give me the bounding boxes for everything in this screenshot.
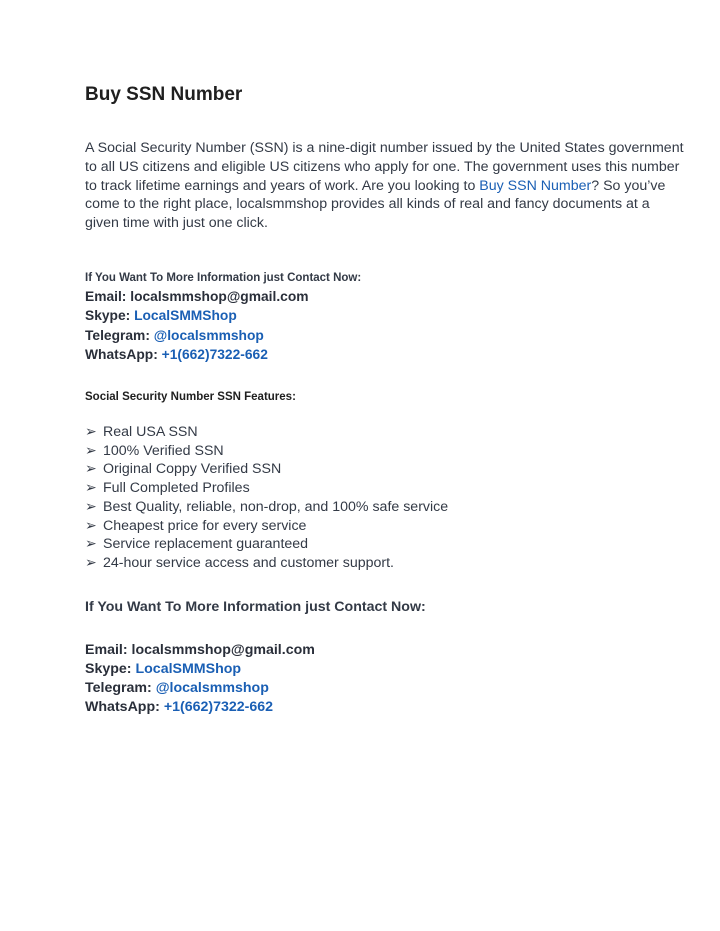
arrow-bullet-icon: ➢ bbox=[85, 461, 97, 478]
intro-paragraph bbox=[85, 139, 685, 233]
whatsapp-label: WhatsApp: bbox=[85, 699, 164, 715]
feature-text: Best Quality, reliable, non-drop, and 100% safe service bbox=[103, 498, 449, 515]
feature-text: Service replacement guaranteed bbox=[103, 536, 309, 553]
intro-text-end: ? So you’ve come to the right place, localsmmshop provides all kinds of real and fancy documents at a given time with just one click. bbox=[85, 177, 666, 232]
list-item bbox=[85, 535, 448, 554]
list-item bbox=[85, 517, 448, 536]
telegram-link[interactable]: @localsmmshop bbox=[153, 328, 264, 343]
skype-link[interactable]: LocalSMMShop bbox=[135, 661, 242, 677]
feature-text: 100% Verified SSN bbox=[103, 442, 224, 459]
skype-line-2 bbox=[85, 661, 241, 677]
whatsapp-label: WhatsApp: bbox=[85, 347, 162, 362]
skype-label: Skype: bbox=[85, 661, 136, 677]
buy-ssn-link[interactable]: Buy SSN Number bbox=[479, 177, 592, 194]
telegram-label: Telegram bbox=[85, 680, 148, 696]
telegram-line-1 bbox=[85, 328, 264, 343]
whatsapp-line-1 bbox=[85, 347, 268, 362]
contact-heading-2: If You Want To More Information just Contact Now: bbox=[85, 599, 426, 615]
arrow-bullet-icon: ➢ bbox=[85, 536, 97, 553]
email-line-1: Email: localsmmshop@gmail.com bbox=[85, 289, 309, 304]
list-item bbox=[85, 554, 448, 573]
skype-label: Skype: bbox=[85, 308, 135, 323]
whatsapp-line-2 bbox=[85, 699, 273, 715]
arrow-bullet-icon: ➢ bbox=[85, 554, 97, 571]
intro-text-start: A Social Security Number (SSN) is a nine-digit number issued by the United States government to all US citizens and eligible US citizens who apply for one. The government uses this number to track lifetime earnings and years of work. Are you looking to bbox=[85, 140, 684, 194]
contact-heading-1: If You Want To More Information just Contact Now: bbox=[85, 272, 362, 284]
email-line-2: Email: localsmmshop@gmail.com bbox=[85, 642, 315, 658]
feature-text: Real USA SSN bbox=[103, 424, 198, 440]
list-item bbox=[85, 460, 448, 479]
skype-link[interactable]: LocalSMMShop bbox=[134, 308, 237, 323]
arrow-bullet-icon: ➢ bbox=[85, 480, 97, 497]
feature-text: Original Coppy Verified SSN bbox=[103, 461, 282, 478]
arrow-bullet-icon: ➢ bbox=[85, 424, 97, 440]
telegram-separator: : bbox=[147, 680, 156, 696]
list-item bbox=[85, 423, 448, 442]
telegram-link[interactable]: @localsmmshop bbox=[155, 680, 269, 696]
skype-line-1 bbox=[85, 308, 237, 323]
arrow-bullet-icon: ➢ bbox=[85, 442, 97, 459]
arrow-bullet-icon: ➢ bbox=[85, 517, 97, 534]
telegram-label: Telegram bbox=[85, 328, 146, 343]
telegram-line-2 bbox=[85, 680, 269, 696]
features-list bbox=[85, 423, 448, 573]
document-title: Buy SSN Number bbox=[85, 84, 243, 105]
features-heading: Social Security Number SSN Features: bbox=[85, 391, 296, 403]
arrow-bullet-icon: ➢ bbox=[85, 498, 97, 515]
whatsapp-link[interactable]: +1(662)7322-662 bbox=[163, 699, 274, 715]
feature-text: 24-hour service access and customer support. bbox=[103, 554, 394, 571]
list-item bbox=[85, 498, 448, 517]
feature-text: Full Completed Profiles bbox=[103, 480, 250, 497]
list-item bbox=[85, 442, 448, 461]
telegram-separator: : bbox=[145, 328, 154, 343]
feature-text: Cheapest price for every service bbox=[103, 517, 307, 534]
whatsapp-link[interactable]: +1(662)7322-662 bbox=[161, 347, 268, 362]
list-item bbox=[85, 479, 448, 498]
